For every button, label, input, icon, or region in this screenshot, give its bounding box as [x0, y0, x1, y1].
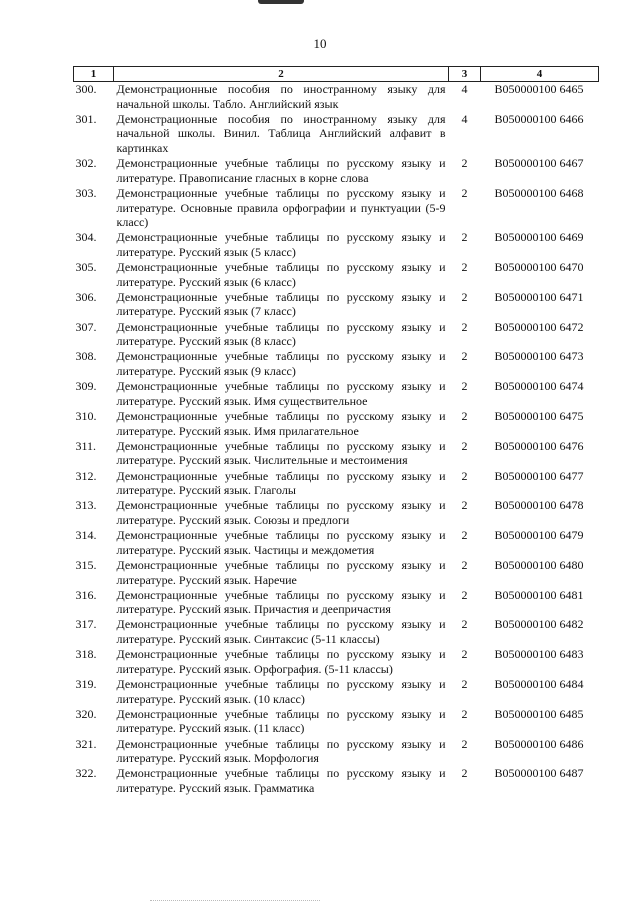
- row-quantity: 2: [461, 185, 468, 200]
- row-code: В050000100 6471: [494, 289, 584, 304]
- row-number: 317.: [75, 617, 97, 632]
- row-quantity: 2: [461, 766, 468, 781]
- row-code: В050000100 6468: [494, 185, 584, 200]
- table-row: [74, 617, 599, 647]
- table-row: [74, 186, 599, 230]
- table-row: [74, 677, 599, 707]
- row-number: 303.: [75, 185, 97, 200]
- row-code: В050000100 6472: [494, 319, 584, 334]
- row-number: 314.: [75, 528, 97, 543]
- table-header: [74, 67, 599, 82]
- header-row: [74, 67, 599, 82]
- row-name: Демонстрационные учебные таблицы по русскому языку и литературе. Русский язык (6 класс): [116, 260, 446, 289]
- row-code: В050000100 6474: [494, 379, 584, 394]
- table-row: [74, 498, 599, 528]
- row-code: В050000100 6478: [494, 498, 584, 513]
- row-name: Демонстрационные учебные таблицы по русскому языку и литературе. Русский язык. Орфография. (5-11 классы): [116, 647, 446, 676]
- table-row: [74, 230, 599, 260]
- row-number: 315.: [75, 557, 97, 572]
- row-quantity: 2: [461, 468, 468, 483]
- row-name: Демонстрационные учебные таблицы по русскому языку и литературе. Русский язык. (10 класс): [116, 677, 446, 706]
- table-row: [74, 156, 599, 186]
- row-code: В050000100 6482: [494, 617, 584, 632]
- table-row: [74, 528, 599, 558]
- row-name: Демонстрационные учебные таблицы по русскому языку и литературе. Русский язык. (11 класс): [116, 706, 446, 736]
- table-row: [74, 112, 599, 156]
- row-code: В050000100 6485: [494, 706, 584, 721]
- page-number: 10: [313, 36, 327, 51]
- row-name: Демонстрационные учебные таблицы по русскому языку и литературе. Русский язык. Частицы и междометия: [116, 528, 446, 557]
- row-quantity: 2: [461, 379, 468, 394]
- row-quantity: 4: [461, 111, 468, 126]
- row-number: 307.: [75, 319, 97, 334]
- row-number: 310.: [75, 409, 97, 423]
- row-code: В050000100 6481: [494, 587, 584, 602]
- table-row: [74, 737, 599, 767]
- row-name: Демонстрационные учебные таблицы по русскому языку и литературе. Русский язык. Имя существительное: [116, 379, 446, 408]
- row-quantity: 2: [461, 319, 468, 334]
- table-row: [74, 469, 599, 499]
- row-number: 311.: [75, 438, 97, 453]
- row-quantity: 2: [461, 706, 468, 721]
- row-name: Демонстрационные пособия по иностранному языку для начальной школы. Винил. Таблица Английский алфавит в картинках: [116, 111, 446, 155]
- row-quantity: 2: [461, 677, 468, 692]
- row-code: В050000100 6470: [494, 260, 584, 275]
- row-quantity: 2: [461, 230, 468, 245]
- header-col-1: 1: [74, 67, 114, 82]
- table-body: [74, 82, 599, 797]
- row-code: В050000100 6479: [494, 528, 584, 543]
- row-number: 309.: [75, 379, 97, 394]
- row-code: В050000100 6477: [494, 468, 584, 483]
- row-quantity: 2: [461, 528, 468, 543]
- row-name: Демонстрационные учебные таблицы по русскому языку и литературе. Русский язык (8 класс): [116, 319, 446, 349]
- row-number: 301.: [75, 111, 97, 126]
- row-number: 312.: [75, 468, 97, 483]
- table-row: [74, 260, 599, 290]
- row-number: 313.: [75, 498, 97, 513]
- row-code: В050000100 6475: [494, 409, 584, 423]
- row-name: Демонстрационные учебные таблицы по русскому языку и литературе. Русский язык. Союзы и предлоги: [116, 498, 446, 527]
- table-row: [74, 766, 599, 796]
- row-number: 308.: [75, 349, 97, 364]
- scan-bottom-smudge: [150, 900, 320, 903]
- row-code: В050000100 6469: [494, 230, 584, 245]
- row-name: Демонстрационные учебные таблицы по русскому языку и литературе. Русский язык. Причастия и деепричастия: [116, 587, 446, 617]
- row-number: 322.: [75, 766, 97, 781]
- row-quantity: 2: [461, 289, 468, 304]
- header-col-4: 4: [481, 67, 599, 82]
- row-code: В050000100 6473: [494, 349, 584, 364]
- row-quantity: 4: [461, 82, 468, 96]
- row-number: 305.: [75, 260, 97, 275]
- table-row: [74, 82, 599, 112]
- table-row: [74, 349, 599, 379]
- row-number: 306.: [75, 289, 97, 304]
- row-number: 321.: [75, 736, 97, 751]
- table-row: [74, 320, 599, 350]
- row-name: Демонстрационные учебные таблицы по русскому языку и литературе. Русский язык. Числительные и местоимения: [116, 438, 446, 468]
- row-quantity: 2: [461, 617, 468, 632]
- row-quantity: 2: [461, 438, 468, 453]
- row-number: 302.: [75, 156, 97, 171]
- row-name: Демонстрационные учебные таблицы по русскому языку и литературе. Русский язык. Синтаксис (5-11 классы): [116, 617, 446, 647]
- row-quantity: 2: [461, 587, 468, 602]
- table-row: [74, 647, 599, 677]
- row-name: Демонстрационные пособия по иностранному языку для начальной школы. Табло. Английский язык: [116, 82, 446, 111]
- row-number: 319.: [75, 677, 97, 692]
- table-row: [74, 379, 599, 409]
- registry-table: [73, 66, 599, 796]
- table-row: [74, 290, 599, 320]
- row-quantity: 2: [461, 498, 468, 513]
- row-name: Демонстрационные учебные таблицы по русскому языку и литературе. Русский язык (7 класс): [116, 289, 446, 319]
- table-row: [74, 439, 599, 469]
- row-quantity: 2: [461, 647, 468, 662]
- row-code: В050000100 6484: [494, 677, 584, 692]
- row-name: Демонстрационные учебные таблицы по русскому языку и литературе. Русский язык (9 класс): [116, 349, 446, 379]
- header-col-3: 3: [449, 67, 481, 82]
- header-col-2: 2: [114, 67, 449, 82]
- row-quantity: 2: [461, 260, 468, 275]
- row-quantity: 2: [461, 156, 468, 171]
- row-code: В050000100 6483: [494, 647, 584, 662]
- row-code: В050000100 6487: [494, 766, 584, 781]
- table-row: [74, 588, 599, 618]
- row-name: Демонстрационные учебные таблицы по русскому языку и литературе. Русский язык. Грамматика: [116, 766, 446, 795]
- row-name: Демонстрационные учебные таблицы по русскому языку и литературе. Русский язык. Глаголы: [116, 468, 446, 498]
- table-row: [74, 409, 599, 439]
- row-code: В050000100 6467: [494, 156, 584, 171]
- row-name: Демонстрационные учебные таблицы по русскому языку и литературе. Русский язык. Имя прилагательное: [116, 409, 446, 438]
- row-code: В050000100 6476: [494, 438, 584, 453]
- row-name: Демонстрационные учебные таблицы по русскому языку и литературе. Правописание гласных в корне слова: [116, 156, 446, 185]
- row-name: Демонстрационные учебные таблицы по русскому языку и литературе. Русский язык. Морфология: [116, 736, 446, 766]
- row-code: В050000100 6480: [494, 557, 584, 572]
- table-row: [74, 707, 599, 737]
- row-number: 320.: [75, 706, 97, 721]
- row-code: В050000100 6466: [494, 111, 584, 126]
- row-code: В050000100 6465: [494, 82, 584, 96]
- row-name: Демонстрационные учебные таблицы по русскому языку и литературе. Основные правила орфографии и пунктуации (5-9 класс): [116, 185, 446, 230]
- row-number: 318.: [75, 647, 97, 662]
- row-number: 316.: [75, 587, 97, 602]
- row-number: 304.: [75, 230, 97, 245]
- row-quantity: 2: [461, 409, 468, 423]
- table-row: [74, 558, 599, 588]
- row-code: В050000100 6486: [494, 736, 584, 751]
- row-quantity: 2: [461, 736, 468, 751]
- row-name: Демонстрационные учебные таблицы по русскому языку и литературе. Русский язык (5 класс): [116, 230, 446, 259]
- row-number: 300.: [75, 82, 97, 96]
- row-quantity: 2: [461, 349, 468, 364]
- row-quantity: 2: [461, 557, 468, 572]
- row-name: Демонстрационные учебные таблицы по русскому языку и литературе. Русский язык. Наречие: [116, 557, 446, 587]
- scan-edge-mark: [258, 0, 304, 4]
